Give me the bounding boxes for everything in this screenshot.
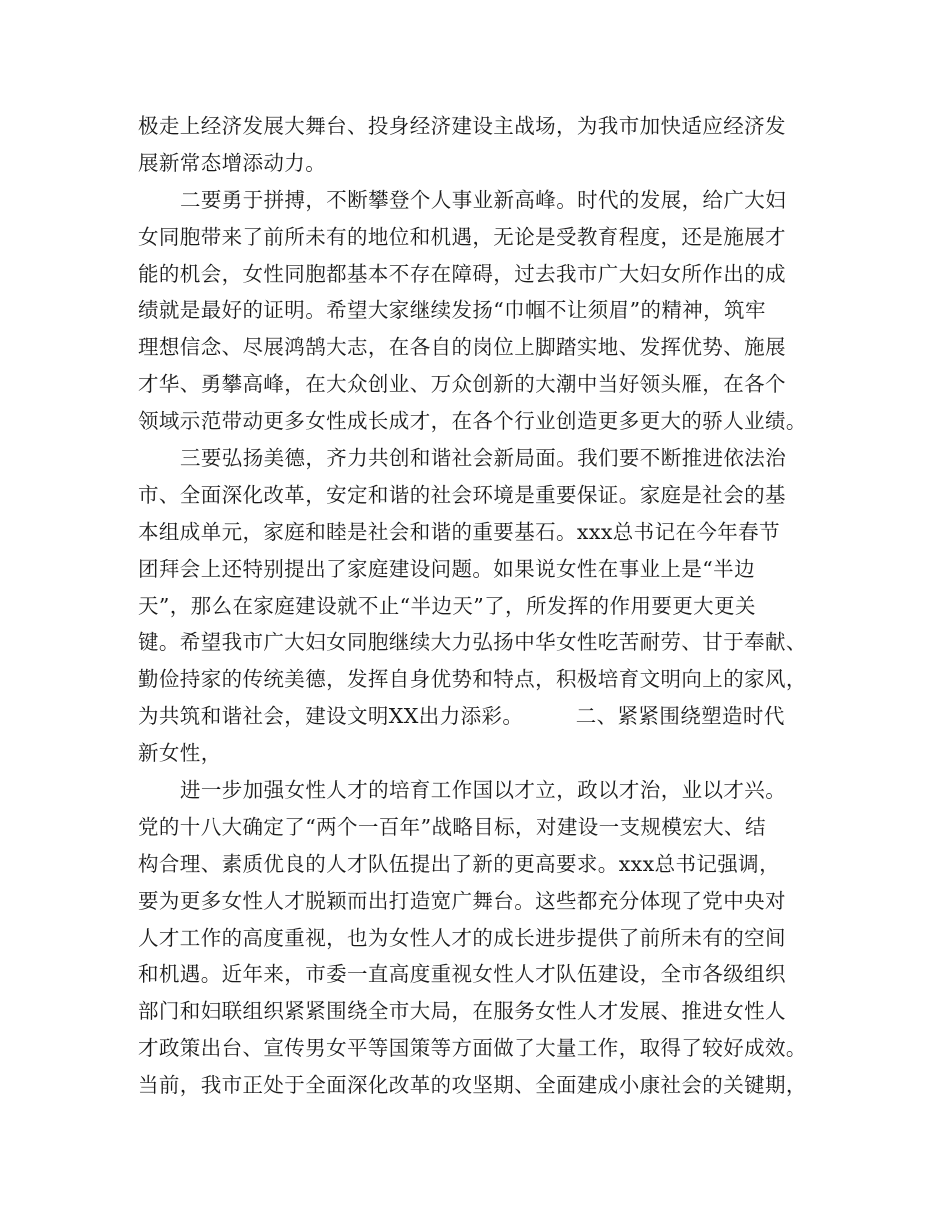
text-line: 能的机会，女性同胞都基本不存在障碍，过去我市广大妇女所作出的成 bbox=[138, 261, 786, 286]
text-line: 绩就是最好的证明。希望大家继续发扬“巾帼不让须眉”的精神，筑牢 bbox=[138, 298, 766, 323]
text-line: 才政策出台、宣传男女平等国策等方面做了大量工作，取得了较好成效。 bbox=[138, 1036, 807, 1061]
text-line: 团拜会上还特别提出了家庭建设问题。如果说女性在事业上是“半边 bbox=[138, 556, 755, 581]
text-line: 三要弘扬美德，齐力共创和谐社会新局面。我们要不断推进依法治 bbox=[180, 446, 787, 471]
text-line: 要为更多女性人才脱颖而出打造宽广舞台。这些都充分体现了党中央对 bbox=[138, 888, 786, 913]
text-line: 构合理、素质优良的人才队伍提出了新的更高要求。xxx总书记强调， bbox=[138, 851, 780, 876]
text-line: 本组成单元，家庭和睦是社会和谐的重要基石。xxx总书记在今年春节 bbox=[138, 519, 780, 544]
text-line: 极走上经济发展大舞台、投身经济建设主战场，为我市加快适应经济发 bbox=[138, 114, 786, 138]
text-line: 才华、勇攀高峰，在大众创业、万众创新的大潮中当好领头雁，在各个 bbox=[138, 372, 786, 397]
text-line: 理想信念、尽展鸿鹄大志，在各自的岗位上脚踏实地、发挥优势、施展 bbox=[138, 335, 786, 360]
text-line: 为共筑和谐社会，建设文明XX出力添彩。 二、紧紧围绕塑造时代 bbox=[138, 704, 785, 729]
text-line: 和机遇。近年来，市委一直高度重视女性人才队伍建设，全市各级组织 bbox=[138, 962, 786, 987]
text-line: 二要勇于拼搏，不断攀登个人事业新高峰。时代的发展，给广大妇 bbox=[180, 187, 787, 212]
text-line: 人才工作的高度重视，也为女性人才的成长进步提供了前所未有的空间 bbox=[138, 925, 786, 950]
text-line: 市、全面深化改革，安定和谐的社会环境是重要保证。家庭是社会的基 bbox=[138, 482, 786, 507]
text-line: 键。希望我市广大妇女同胞继续大力弘扬中华女性吃苦耐劳、甘于奉献、 bbox=[138, 630, 807, 655]
text-line: 部门和妇联组织紧紧围绕全市大局，在服务女性人才发展、推进女性人 bbox=[138, 999, 786, 1024]
text-line: 女同胞带来了前所未有的地位和机遇，无论是受教育程度，还是施展才 bbox=[138, 224, 786, 249]
text-line: 党的十八大确定了“两个一百年”战略目标，对建设一支规模宏大、结 bbox=[138, 814, 766, 839]
text-line: 进一步加强女性人才的培育工作国以才立，政以才治，业以才兴。 bbox=[180, 778, 787, 803]
text-line: 当前，我市正处于全面深化改革的攻坚期、全面建成小康社会的关键期， bbox=[138, 1073, 807, 1098]
text-line: 展新常态增添动力。 bbox=[138, 150, 327, 175]
text-line: 天”，那么在家庭建设就不止“半边天”了，所发挥的作用要更大更关 bbox=[138, 593, 756, 618]
text-line: 领域示范带动更多女性成长成才，在各个行业创造更多更大的骄人业绩。 bbox=[138, 409, 807, 434]
document-body bbox=[138, 108, 828, 1104]
text-line: 新女性， bbox=[138, 741, 222, 766]
text-line: 勤俭持家的传统美德，发挥自身优势和特点，积极培育文明向上的家风， bbox=[138, 667, 807, 692]
